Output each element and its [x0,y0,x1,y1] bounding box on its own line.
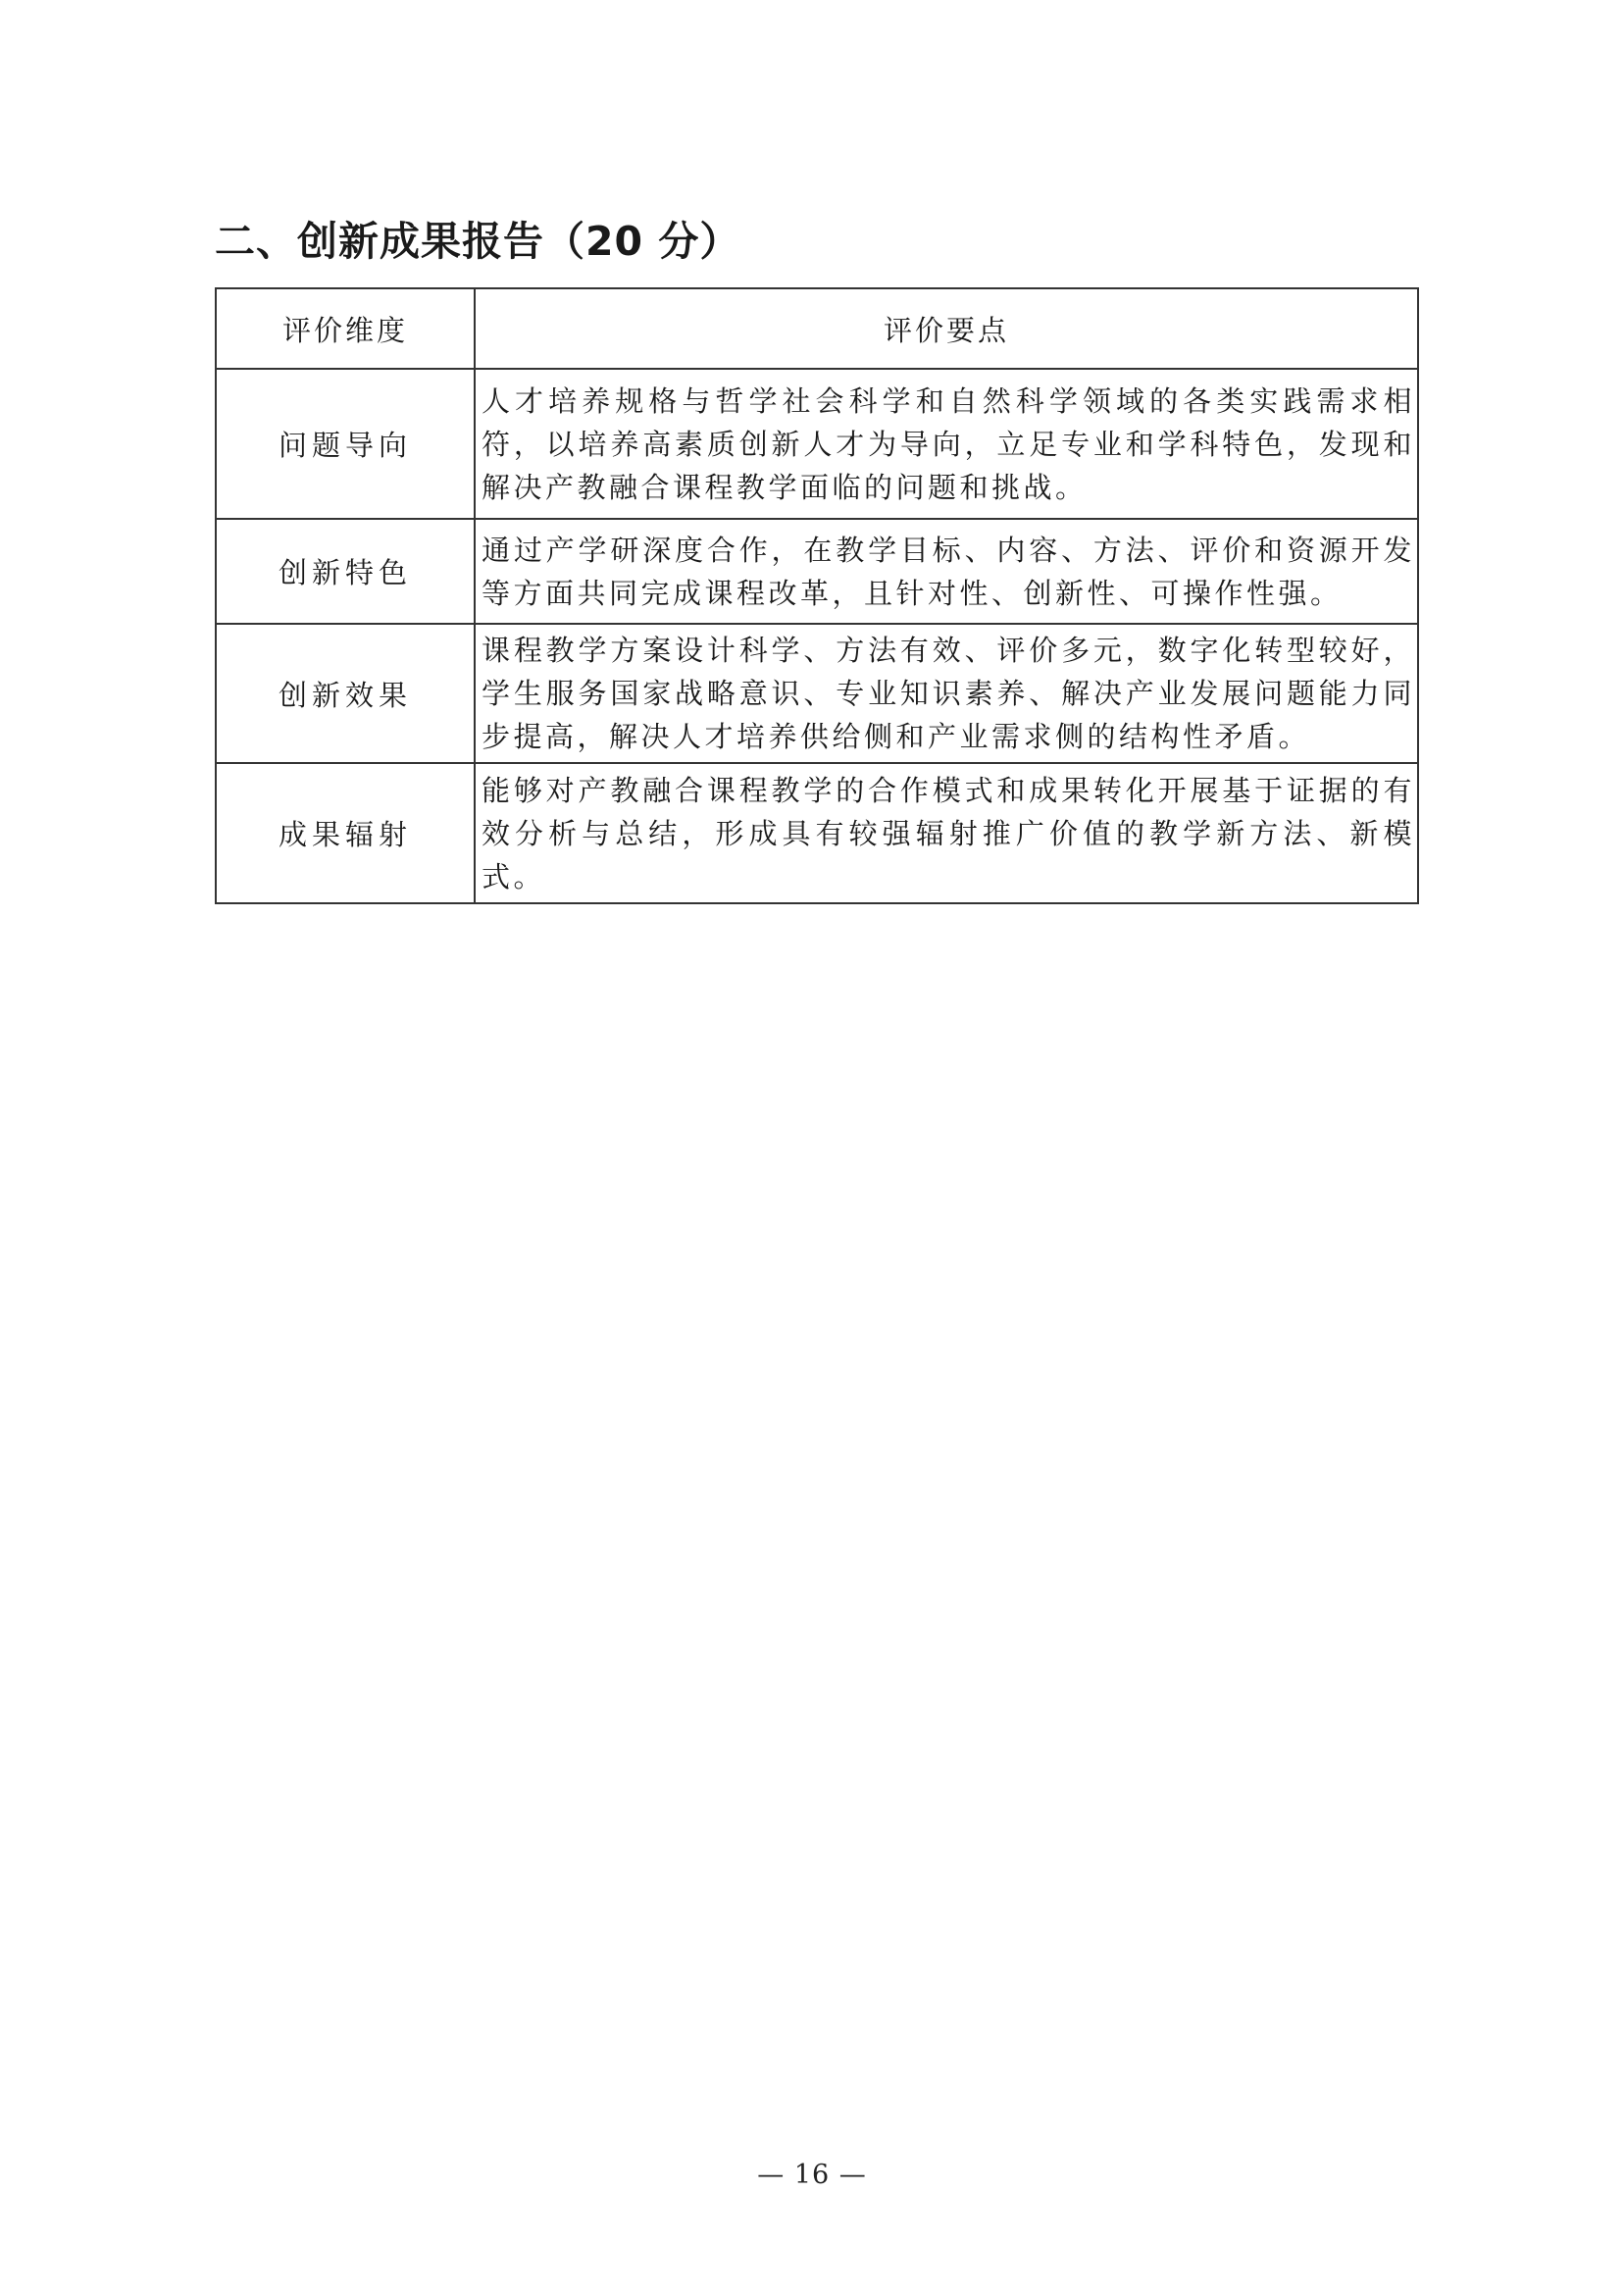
table-row [216,519,1418,624]
dimension-cell: 问题导向 [216,369,475,519]
header-dimension: 评价维度 [216,288,475,369]
table-row [216,763,1418,903]
points-cell: 人才培养规格与哲学社会科学和自然科学领域的各类实践需求相符，以培养高素质创新人才为导向，立足专业和学科特色，发现和解决产教融合课程教学面临的问题和挑战。 [475,369,1418,519]
dimension-cell: 创新效果 [216,624,475,763]
dimension-cell: 成果辐射 [216,763,475,903]
points-cell: 通过产学研深度合作，在教学目标、内容、方法、评价和资源开发等方面共同完成课程改革，且针对性、创新性、可操作性强。 [475,519,1418,624]
table-row [216,369,1418,519]
points-cell: 课程教学方案设计科学、方法有效、评价多元，数字化转型较好，学生服务国家战略意识、专业知识素养、解决产业发展问题能力同步提高，解决人才培养供给侧和产业需求侧的结构性矛盾。 [475,624,1418,763]
evaluation-criteria-table [215,287,1419,904]
table-header-row [216,288,1418,369]
dimension-cell: 创新特色 [216,519,475,624]
section-title: 二、创新成果报告（20 分） [215,218,741,265]
points-cell: 能够对产教融合课程教学的合作模式和成果转化开展基于证据的有效分析与总结，形成具有较强辐射推广价值的教学新方法、新模式。 [475,763,1418,903]
table-row [216,624,1418,763]
header-points: 评价要点 [475,288,1418,369]
page-number: — 16 — [757,2160,867,2190]
